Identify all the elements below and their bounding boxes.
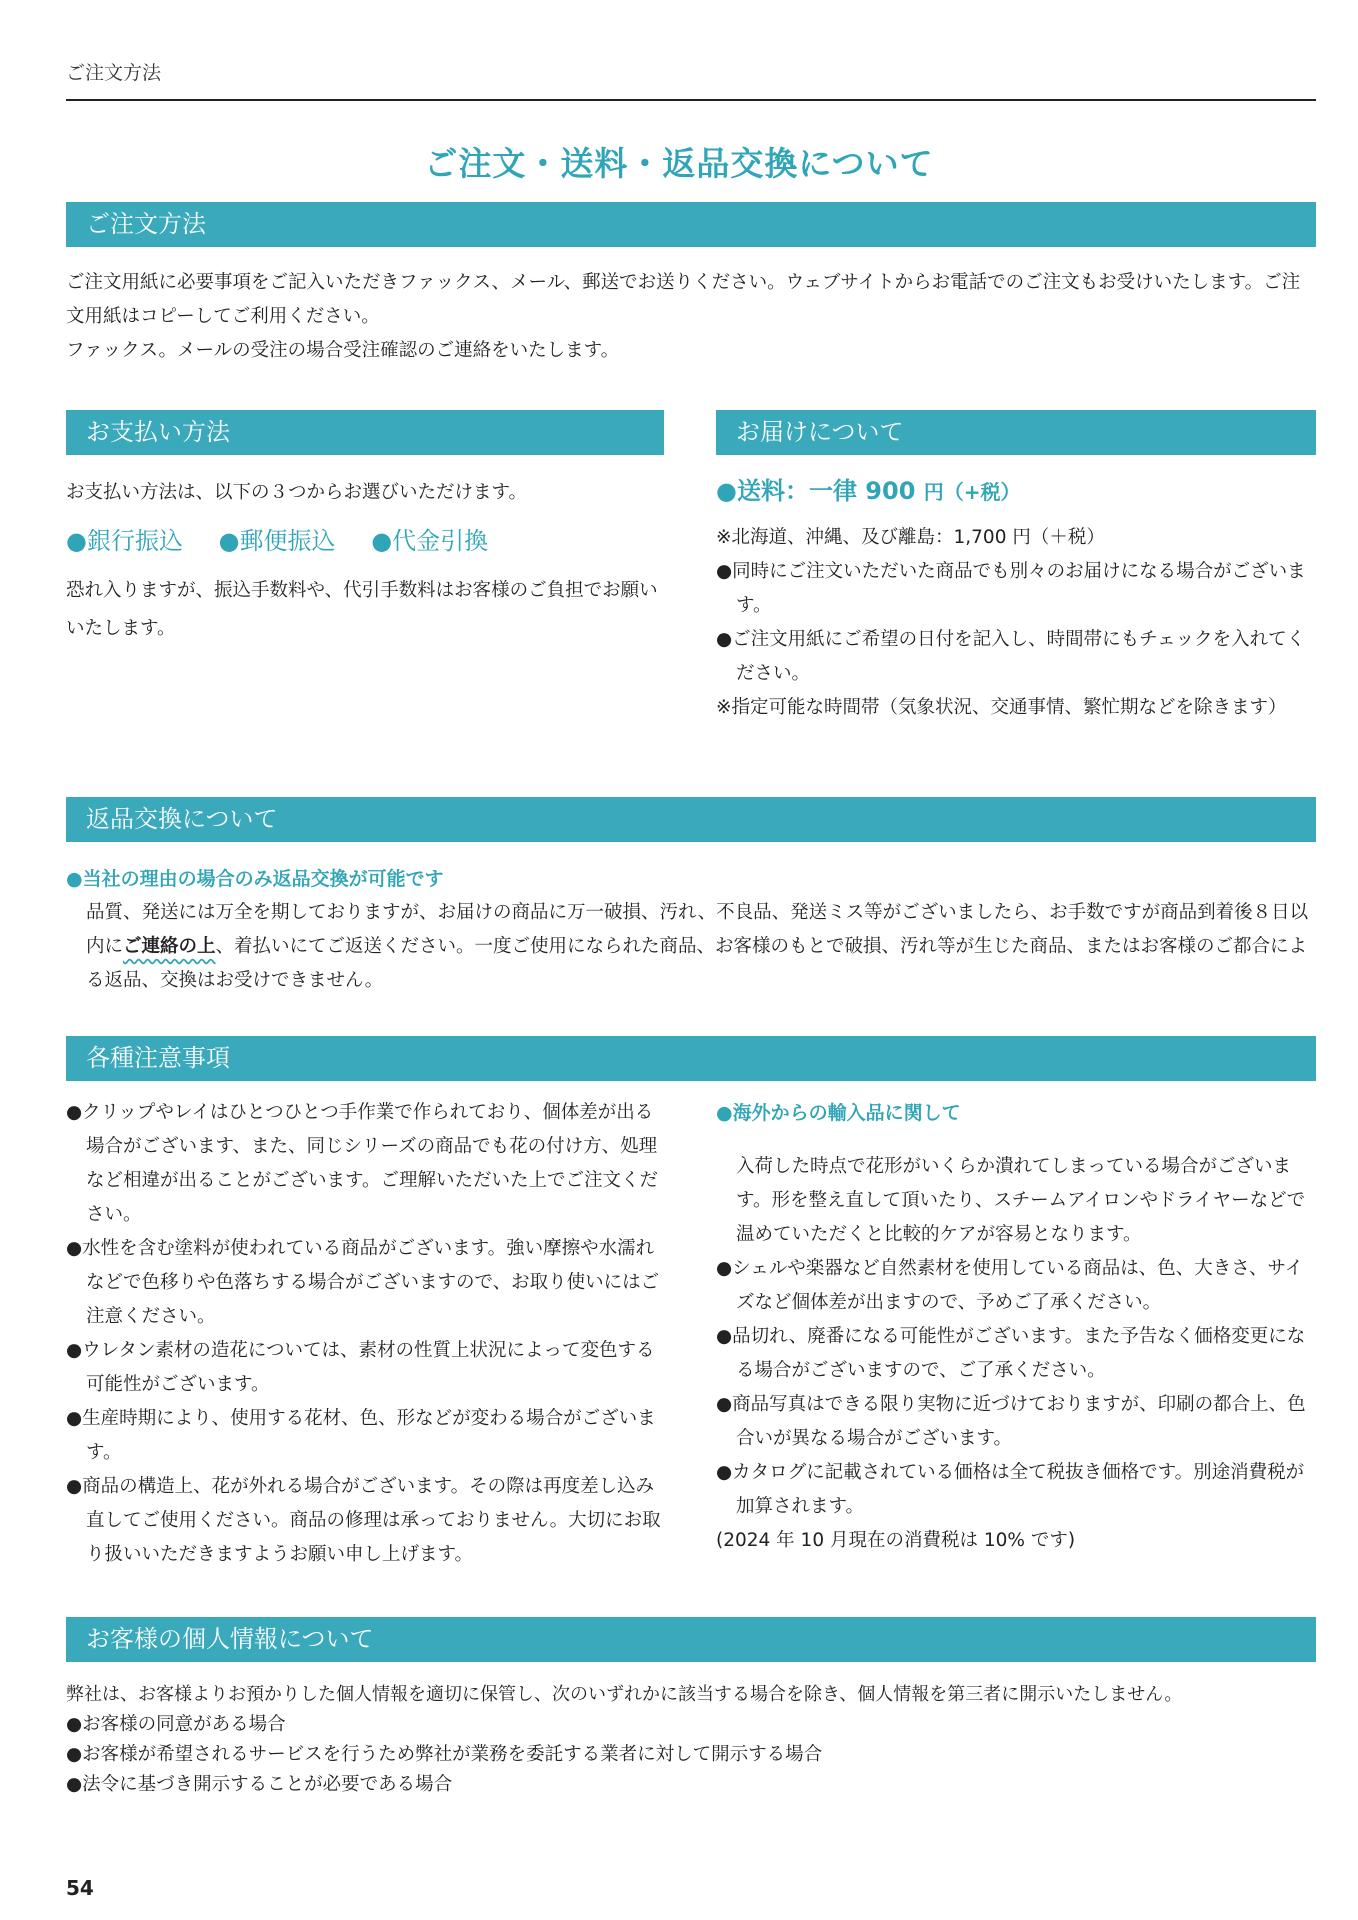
- notes-right-column: [716, 1096, 1316, 1558]
- list-item: ●水性を含む塗料が使われている商品がございます。強い摩擦や水濡れなどで色移りや色落ちする場合がございますので、お取り使いにはご注意ください。: [66, 1238, 660, 1327]
- list-item: ●お客様の同意がある場合: [66, 1714, 286, 1735]
- order-line: ファックス。メールの受注の場合受注確認のご連絡をいたします。: [66, 340, 620, 361]
- notes-right-list: [716, 1252, 1316, 1524]
- list-item: ※指定可能な時間帯（気象状況、交通事情、繁忙期などを除きます）: [716, 697, 1287, 718]
- order-section-heading: ご注文方法: [66, 202, 1316, 247]
- privacy-intro: 弊社は、お客様よりお預かりした個人情報を適切に保管し、次のいずれかに該当する場合を除き、個人情報を第三者に開示いたしません。: [66, 1684, 1183, 1705]
- notes-left-list: [66, 1096, 664, 1572]
- payment-note: 恐れ入りますが、振込手数料や、代引手数料はお客様のご負担でお願いいたします。: [66, 580, 658, 639]
- returns-text-before: 品質、発送には万全を期しておりますが、お届けの商品に万一破損、汚れ、不良品、発送ミス等がございましたら、お手数ですが商品到着後８日以内に: [86, 902, 1309, 957]
- import-intro: 入荷した時点で花形がいくらか潰れてしまっている場合がございます。形を整え直して頂いたり、スチームアイロンやドライヤーなどで温めていただくと比較的ケアが容易となります。: [736, 1156, 1306, 1245]
- payment-method-cod: ●代金引換: [371, 527, 489, 555]
- header-rule: [66, 99, 1316, 101]
- page-title: ご注文・送料・返品交換について: [424, 144, 934, 183]
- list-item: ●品切れ、廃番になる可能性がございます。また予告なく価格変更になる場合がございますので、ご了承ください。: [716, 1326, 1306, 1381]
- notes-left-column: [66, 1096, 664, 1572]
- returns-text-emphasis: ご連絡の上: [123, 936, 216, 957]
- list-item: ●商品の構造上、花が外れる場合がございます。その際は再度差し込み直してご使用ください。商品の修理は承っておりません。大切にお取り扱いいただきますようお願い申し上げます。: [66, 1476, 661, 1565]
- payment-method-postal: ●郵便振込: [218, 527, 336, 555]
- shipping-fee-unit: 円（+税）: [923, 480, 1021, 504]
- privacy-section-heading: お客様の個人情報について: [66, 1617, 1316, 1662]
- returns-section-heading: 返品交換について: [66, 797, 1316, 842]
- returns-text: [66, 896, 1316, 998]
- list-item: ●シェルや楽器など自然素材を使用している商品は、色、大きさ、サイズなど個体差が出ますので、予めご了承ください。: [716, 1258, 1304, 1313]
- list-item: ●ウレタン素材の造花については、素材の性質上状況によって変色する可能性がございます。: [66, 1340, 655, 1395]
- list-item: ●生産時期により、使用する花材、色、形などが変わる場合がございます。: [66, 1408, 656, 1463]
- list-item: ●法令に基づき開示することが必要である場合: [66, 1774, 453, 1795]
- order-line: ご注文用紙に必要事項をご記入いただきファックス、メール、郵送でお送りください。ウェブサイトからお電話でのご注文もお受けいたします。ご注文用紙はコピーしてご利用ください。: [66, 272, 1301, 327]
- payment-intro: お支払い方法は、以下の３つからお選びいただけます。: [66, 482, 528, 503]
- tax-note: (2024 年 10 月現在の消費税は 10% です): [716, 1530, 1076, 1551]
- list-item: ●お客様が希望されるサービスを行うため弊社が業務を委託する業者に対して開示する場合: [66, 1744, 823, 1765]
- notes-section-heading: 各種注意事項: [66, 1036, 1316, 1081]
- shipping-fee: [716, 474, 1316, 509]
- list-item: ●ご注文用紙にご希望の日付を記入し、時間帯にもチェックを入れてください。: [716, 629, 1306, 684]
- delivery-section-body: [716, 474, 1316, 725]
- running-header: ご注文方法: [66, 62, 162, 84]
- privacy-section-body: [66, 1680, 1326, 1800]
- delivery-section-heading: お届けについて: [716, 410, 1316, 455]
- list-item: ●商品写真はできる限り実物に近づけておりますが、印刷の都合上、色合いが異なる場合がございます。: [716, 1394, 1306, 1449]
- list-item: ●カタログに記載されている価格は全て税抜き価格です。別途消費税が加算されます。: [716, 1462, 1305, 1517]
- delivery-notes: [716, 521, 1316, 725]
- payment-methods: [66, 524, 664, 558]
- returns-text-after: 、着払いにてご返送ください。一度ご使用になられた商品、お客様のもとで破損、汚れ等が生じた商品、またはお客様のご都合による返品、交換はお受けできません。: [86, 936, 1308, 991]
- returns-subheading: ●当社の理由の場合のみ返品交換が可能です: [66, 868, 444, 890]
- list-item: ●クリップやレイはひとつひとつ手作業で作られており、個体差が出る場合がございます、また、同じシリーズの商品でも花の付け方、処理など相違が出ることがございます。ご理解いただいた上でご注文ください。: [66, 1102, 659, 1225]
- payment-method-bank: ●銀行振込: [66, 527, 183, 555]
- list-item: ●同時にご注文いただいた商品でも別々のお届けになる場合がございます。: [716, 561, 1306, 616]
- payment-section-heading: お支払い方法: [66, 410, 664, 455]
- returns-section-body: [66, 862, 1316, 998]
- order-section-body: [66, 266, 1316, 368]
- page-number: 54: [66, 1876, 94, 1900]
- shipping-fee-label: ●送料：一律 900: [716, 477, 916, 505]
- payment-section-body: [66, 476, 664, 648]
- import-subheading: ●海外からの輸入品に関して: [716, 1102, 961, 1124]
- list-item: ※北海道、沖縄、及び離島：1,700 円（＋税）: [716, 527, 1105, 548]
